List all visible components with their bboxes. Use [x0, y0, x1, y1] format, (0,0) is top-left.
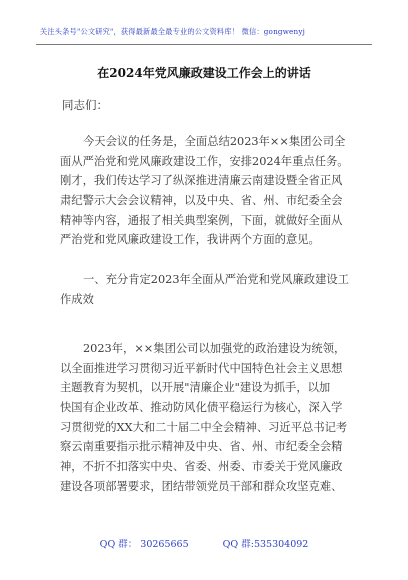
footer-qq-group-1: QQ 群： 30265665: [99, 539, 189, 550]
text-line: 神，不折不扣落实中央、省委、州委、市委关于党风廉政: [60, 460, 343, 474]
text-line: 肃纪警示大会会议精神，以及中央、省、州、市纪委全会: [60, 194, 343, 208]
paragraph-intro: [60, 132, 350, 250]
salutation: 同志们：: [62, 98, 108, 112]
text-line: 以全面推进学习贯彻习近平新时代中国特色社会主义思想: [60, 361, 343, 375]
top-banner: 关注头条号"公文研究"，获得最新最全最专业的公文资料库！ 微信：gongwenyj: [40, 27, 306, 36]
text-line: 面从严治党和党风廉政建设工作，安排2024年重点任务。: [60, 154, 349, 168]
text-line: 严治党和党风廉政建设工作，我讲两个方面的意见。: [60, 233, 320, 247]
text-line: 建设各项部署要求，团结带领党员干部和群众攻坚克难、: [60, 479, 343, 493]
header-divider: [36, 44, 372, 45]
text-line: 察云南重要指示批示精神及中央、省、州、市纪委全会精: [60, 440, 343, 454]
text-line: 今天会议的任务是，全面总结2023年××集团公司全: [83, 135, 346, 148]
text-line: 习贯彻党的XX大和二十届二中全会精神、习近平总书记考: [60, 420, 348, 434]
text-line: 一、充分肯定2023年全面从严治党和党风廉政建设工: [83, 273, 349, 286]
text-line: 刚才，我们传达学习了纵深推进清廉云南建设暨全省正风: [60, 174, 343, 188]
page-title: 在2024年党风廉政建设工作会上的讲话: [97, 66, 311, 80]
section-heading: [60, 270, 350, 309]
paragraph-achievements: [60, 339, 350, 497]
text-line: 精神等内容，通报了相关典型案例，下面，就做好全面从: [60, 213, 343, 227]
footer-qq-group-2: QQ 群:535304092: [222, 539, 309, 550]
text-line: 主题教育为契机，以开展"清廉企业"建设为抓手，以加: [60, 381, 331, 395]
footer: [0, 536, 408, 550]
text-line: 快国有企业改革、推动防风化债平稳运行为核心，深入学: [60, 401, 343, 415]
text-line: 作成效: [60, 292, 94, 306]
text-line: 2023年，××集团公司以加强党的政治建设为统领，: [83, 342, 346, 355]
